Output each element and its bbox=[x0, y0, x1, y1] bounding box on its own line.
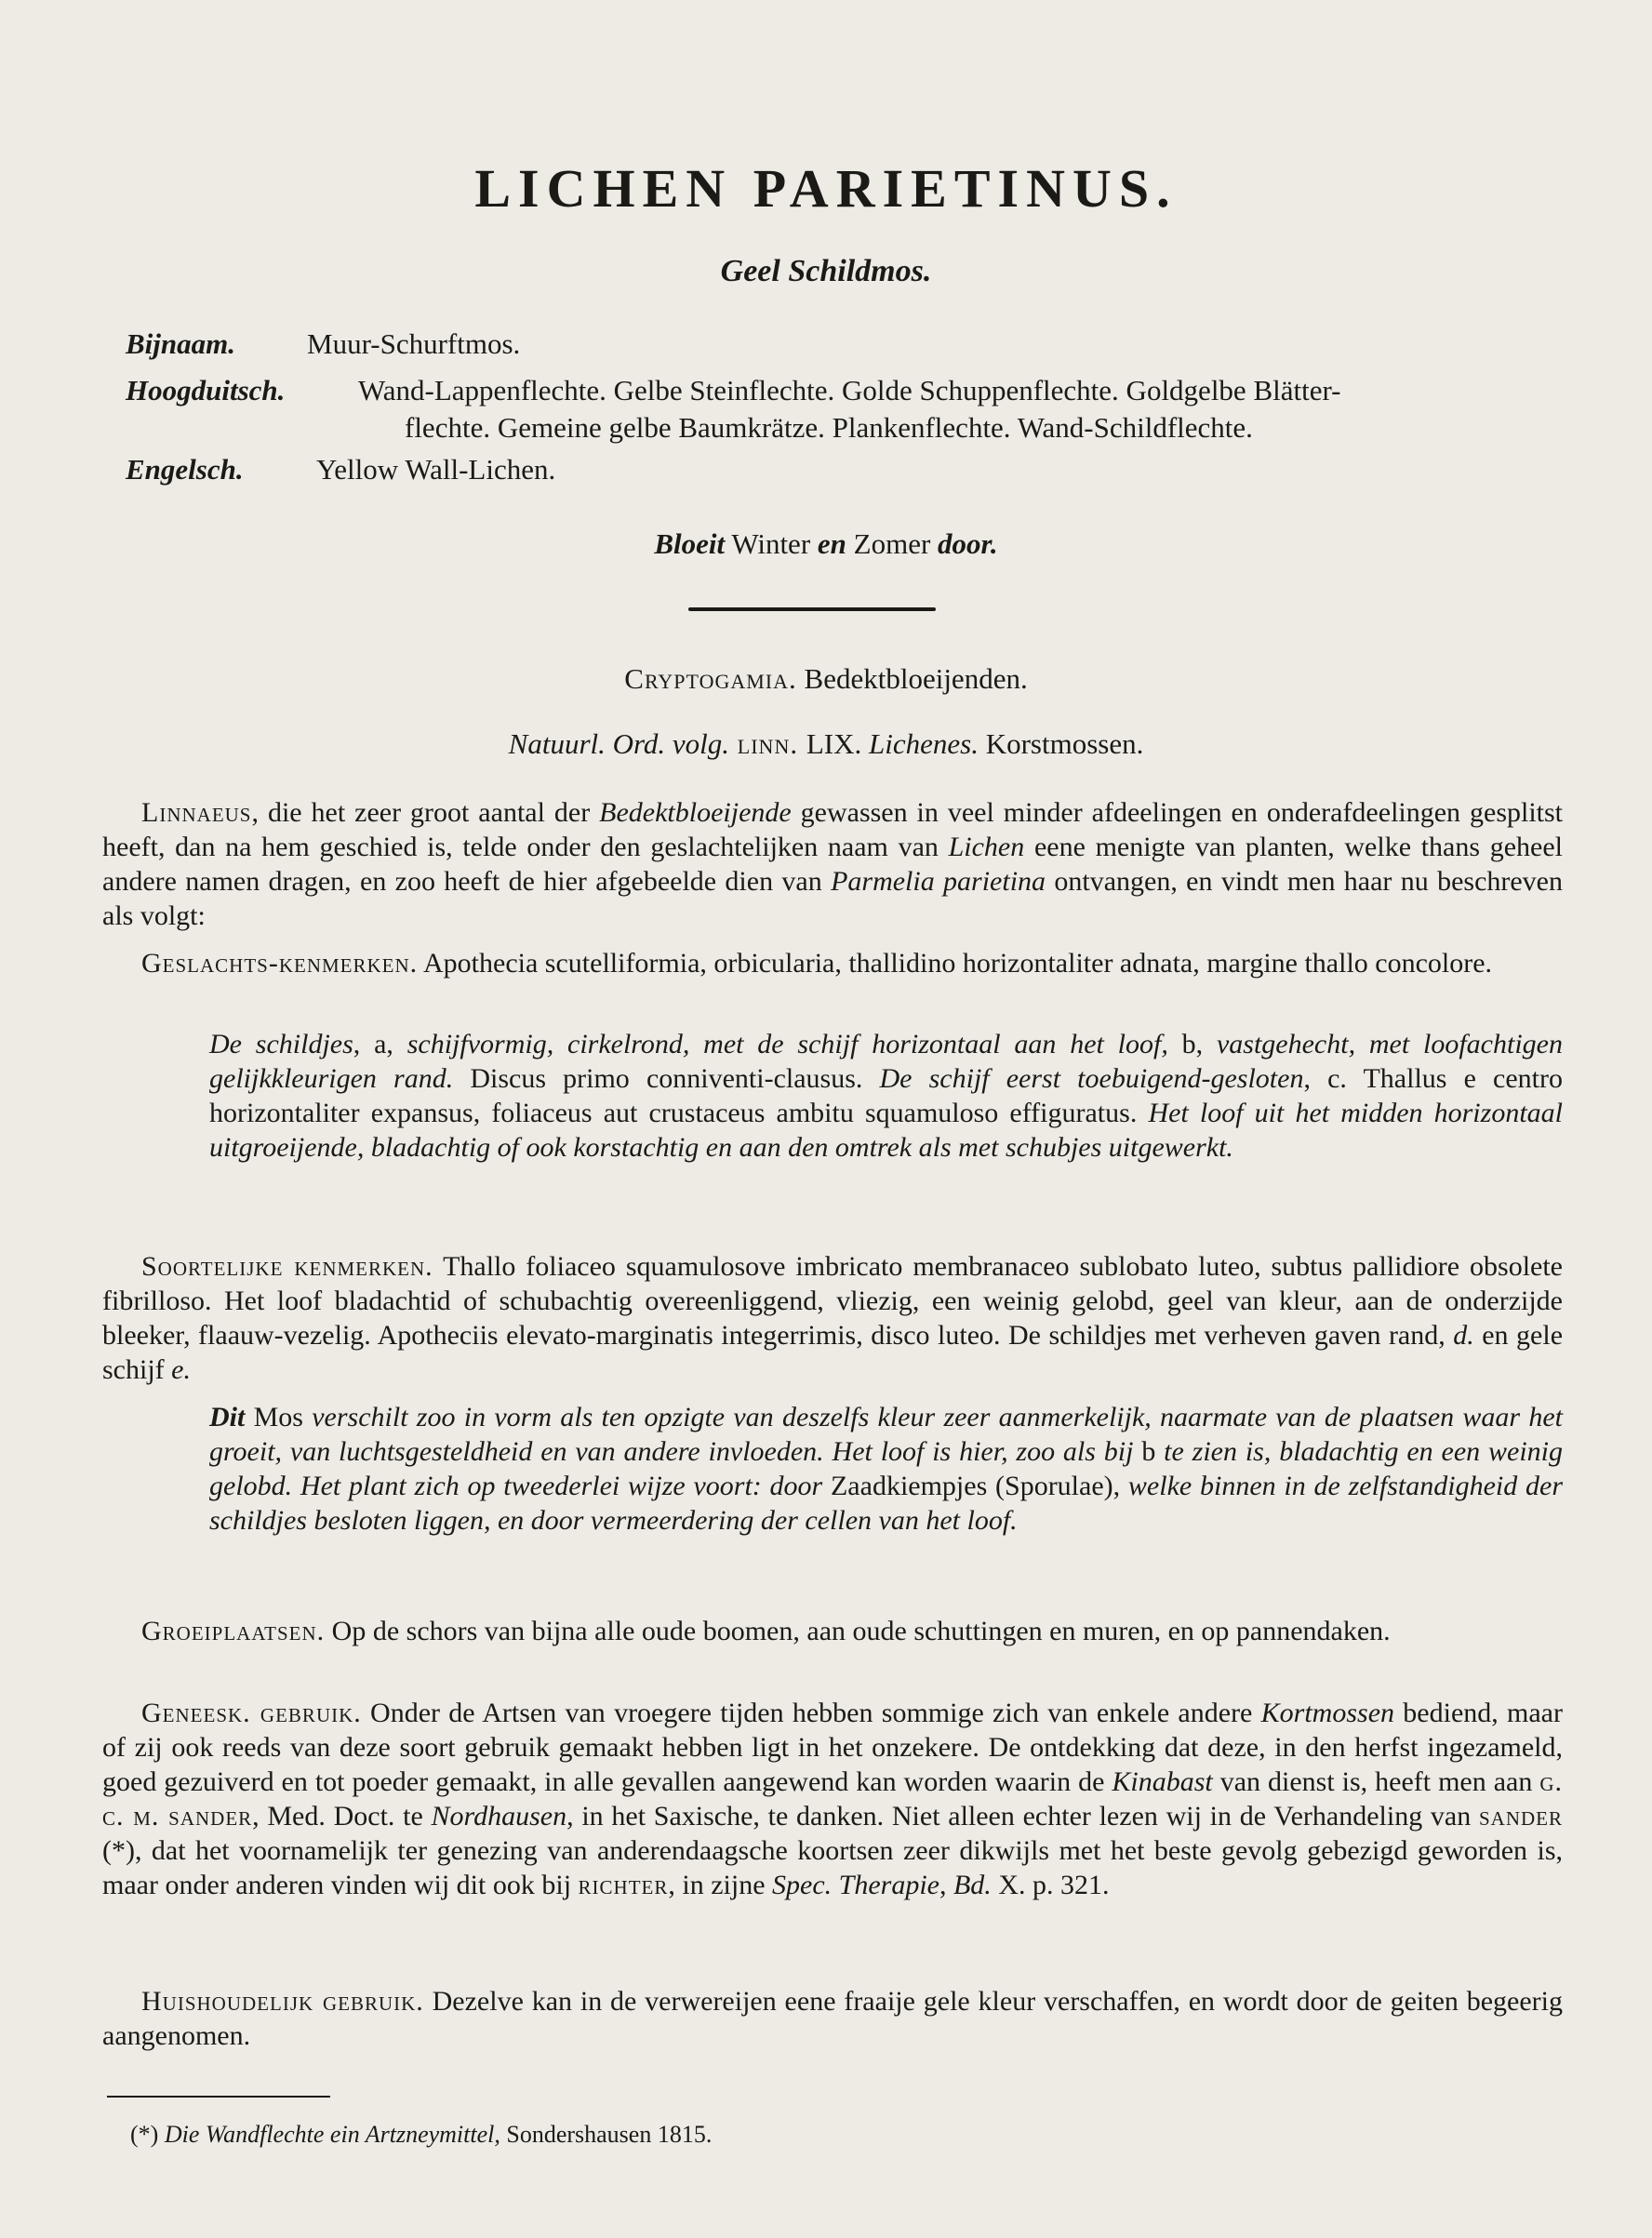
geneesk-bd: Bd. bbox=[953, 1870, 992, 1900]
geneesk-text-9: X. p. 321. bbox=[991, 1870, 1110, 1900]
linnaeus-name: Linnaeus bbox=[141, 797, 252, 828]
gd-text-9: Het loof uit het midden horizontaal uitgroeijende, bladachtig of ook korstachtig en aan den omtrek als met schubjes uitgewerkt. bbox=[209, 1098, 1563, 1163]
intro-text-1: , die het zeer groot aantal der bbox=[251, 797, 600, 828]
zomer-word: Zomer bbox=[846, 527, 939, 560]
huis-label: Huishoudelijk gebruik. bbox=[141, 1986, 424, 2017]
footnote-mark: (*) bbox=[130, 2121, 159, 2148]
geneesk-sander-full: g. c. m. sander bbox=[102, 1766, 1563, 1832]
footnote bbox=[130, 2119, 712, 2151]
winter-word: Winter bbox=[725, 527, 818, 560]
mos-text-5: te zien is, bladachtig en een weinig gelobd. Het plant zich op tweederlei wijze voort: door bbox=[209, 1436, 1564, 1501]
groei-paragraph bbox=[102, 1614, 1563, 1648]
synonym-hoogduitsch-label bbox=[126, 372, 285, 409]
cryptogamia-label: Cryptogamia. bbox=[624, 662, 797, 695]
huis-paragraph bbox=[102, 1984, 1563, 2053]
geneesk-text-4: , Med. Doct. te bbox=[252, 1801, 432, 1832]
page-title: LICHEN PARIETINUS. bbox=[474, 158, 1178, 219]
geneesk-kinabast: Kinabast bbox=[1112, 1766, 1213, 1797]
flowering-line bbox=[0, 526, 1652, 563]
geneesk-sander: sander bbox=[1478, 1801, 1563, 1832]
soort-d: d. bbox=[1453, 1320, 1474, 1351]
bijnaam-value: Muur-Schurftmos. bbox=[307, 327, 521, 360]
geneesk-text-2: bediend, maar of zij ook reeds van deze soort gebruik gemaakt hebben ligt in het onzekere. De ontdekking dat deze, in den herfst ingezameld, goed gezuiverd en tot poeder gemaakt, in alle gevallen aangewend kan worden waarin de bbox=[102, 1698, 1563, 1797]
footnote-divider bbox=[107, 2096, 330, 2098]
gd-text-4: b, bbox=[1167, 1029, 1217, 1059]
geneesk-text-8: , bbox=[939, 1870, 953, 1900]
intro-lichen: Lichen bbox=[948, 832, 1025, 862]
footnote-title: Die Wandflechte ein Artzneymittel, bbox=[158, 2121, 500, 2148]
lichenes-text: Lichenes. bbox=[869, 727, 979, 760]
lix-text: LIX. bbox=[806, 727, 862, 760]
geslacht-text: Apothecia scutelliformia, orbicularia, thallidino horizontaliter adnata, margine thallo concolore. bbox=[418, 948, 1493, 979]
geneesk-text-1: Onder de Artsen van vroegere tijden hebben sommige zich van enkele andere bbox=[361, 1698, 1261, 1728]
geslacht-label: Geslachts-kenmerken. bbox=[141, 948, 419, 979]
classification-line-2 bbox=[0, 726, 1652, 763]
geneesk-richter: richter bbox=[578, 1870, 669, 1900]
intro-text-2: gewassen in veel minder afdeelingen en onderafdeelingen gesplitst heeft, dan na hem geschied is, telde onder den geslachtelijken naam van bbox=[102, 797, 1564, 862]
geneesk-text-3: van dienst is, heeft men aan bbox=[1212, 1766, 1540, 1797]
gd-text-6: Discus primo conniventi-clausus. bbox=[453, 1063, 880, 1094]
mos-text-7: welke binnen in de zelfstandigheid der schildjes besloten liggen, en door vermeerdering der cellen van het loof. bbox=[209, 1471, 1563, 1536]
soort-label: Soortelijke kenmerken. bbox=[141, 1251, 433, 1282]
hoogduitsch-value-line-2: flechte. Gemeine gelbe Baumkrätze. Plankenflechte. Wand-Schildflechte. bbox=[405, 411, 1253, 444]
footnote-rest: Sondershausen 1815. bbox=[500, 2121, 713, 2148]
classification-line-1 bbox=[0, 660, 1652, 698]
soort-mid: en gele schijf bbox=[102, 1320, 1564, 1385]
geneesk-nordhausen: Nordhausen bbox=[431, 1801, 567, 1832]
mos-text-2: Mos bbox=[245, 1402, 313, 1432]
hoogduitsch-label: Hoogduitsch. bbox=[126, 374, 286, 406]
engelsch-value: Yellow Wall-Lichen. bbox=[316, 453, 556, 486]
intro-parmelia: Parmelia parietina bbox=[831, 866, 1046, 897]
geneesk-label: Geneesk. gebruik. bbox=[141, 1698, 362, 1728]
bloei-word: Bloeit bbox=[654, 527, 726, 560]
korstmossen-text: Korstmossen. bbox=[978, 727, 1144, 760]
gd-text-7: De schijf eerst toebuigend-gesloten bbox=[879, 1063, 1304, 1094]
engelsch-label: Engelsch. bbox=[126, 453, 244, 486]
en-word: en bbox=[817, 527, 846, 560]
bedektbloeijenden-text: Bedektbloeijenden. bbox=[796, 662, 1028, 695]
geneesk-kortmossen: Kortmossen bbox=[1260, 1698, 1395, 1728]
geslacht-paragraph bbox=[102, 946, 1563, 980]
groei-label: Groeiplaatsen. bbox=[141, 1616, 326, 1646]
geneesk-spec: Spec. Therapie bbox=[772, 1870, 939, 1900]
linn-text: linn. bbox=[729, 727, 806, 760]
section-divider bbox=[688, 607, 936, 611]
mos-text-3: verschilt zoo in vorm als ten opzigte van deszelfs kleur zeer aanmerkelijk, naarmate van de plaatsen waar het groeit, van luchtsgesteldheid en van andere invloeden. Het loof is hier, zoo als bij bbox=[209, 1402, 1563, 1467]
geneesk-text-7: , in zijne bbox=[668, 1870, 773, 1900]
gd-text-5: vastgehecht, met loofachtigen gelijkkleurigen rand. bbox=[209, 1029, 1563, 1094]
intro-text-3: eene menigte van planten, welke thans geheel andere namen dragen, en zoo heeft de hier afgebeelde dien van bbox=[102, 832, 1563, 897]
gd-text-2: , a, bbox=[353, 1029, 407, 1059]
mos-paragraph bbox=[209, 1400, 1563, 1538]
gd-text-8: , c. Thallus e centro horizontaliter expansus, foliaceus aut crustaceus ambitu squamuloso effiguratus. bbox=[209, 1063, 1563, 1128]
synonym-engelsch-label bbox=[126, 451, 244, 488]
door-word: door. bbox=[938, 527, 998, 560]
geslacht-dutch-paragraph bbox=[209, 1027, 1563, 1165]
bijnaam-label: Bijnaam. bbox=[126, 327, 236, 360]
natuurl-ord-text: Natuurl. Ord. volg. bbox=[508, 727, 730, 760]
soort-text: Thallo foliaceo squamulosove imbricato membranaceo sublobato luteo, subtus pallidiore obsolete fibrilloso. Het loof bladachtid of schubachtig overeenliggend, vliezig, een weinig gelobd, geel van kleur, aan de onderzijde bleeker, flaauw-vezelig. Apotheciis elevato-marginatis integerrimis, disco luteo. De schildjes met verheven gaven rand, bbox=[102, 1251, 1563, 1351]
hoogduitsch-value-line-1: Wand-Lappenflechte. Gelbe Steinflechte. Golde Schuppenflechte. Goldgelbe Blätter- bbox=[358, 374, 1341, 406]
geneesk-paragraph bbox=[102, 1696, 1563, 1902]
gd-text-1: De schildjes bbox=[209, 1029, 353, 1059]
soort-paragraph bbox=[102, 1249, 1563, 1387]
synonym-bijnaam-label bbox=[126, 326, 235, 363]
gd-text-3: schijfvormig, cirkelrond, met de schijf horizontaal aan het loof, bbox=[406, 1029, 1168, 1059]
soort-e: e. bbox=[171, 1354, 191, 1385]
page-subtitle: Geel Schildmos. bbox=[720, 254, 932, 288]
geneesk-text-6: (*), dat het voornamelijk ter genezing van anderendaagsche koortsen zeer dikwijls met het beste gevolg gebezigd geworden is, maar onder anderen vinden wij dit ook bij bbox=[102, 1835, 1563, 1900]
intro-bedekt: Bedektbloeijende bbox=[599, 797, 792, 828]
mos-text-4: b bbox=[1133, 1436, 1165, 1467]
groei-text: Op de schors van bijna alle oude boomen, aan oude schuttingen en muren, en op pannendaken. bbox=[325, 1616, 1391, 1646]
mos-text-1: Dit bbox=[209, 1402, 246, 1432]
intro-text-4: ontvangen, en vindt men haar nu beschreven als volgt: bbox=[102, 866, 1563, 931]
huis-text: Dezelve kan in de verwereijen eene fraaije gele kleur verschaffen, en wordt door de geiten begeerig aangenomen. bbox=[102, 1986, 1563, 2051]
geneesk-text-5: , in het Saxische, te danken. Niet alleen echter lezen wij in de Verhandeling van bbox=[566, 1801, 1479, 1832]
mos-text-6: Zaadkiempjes (Sporulae), bbox=[822, 1471, 1128, 1501]
intro-paragraph bbox=[102, 795, 1563, 933]
